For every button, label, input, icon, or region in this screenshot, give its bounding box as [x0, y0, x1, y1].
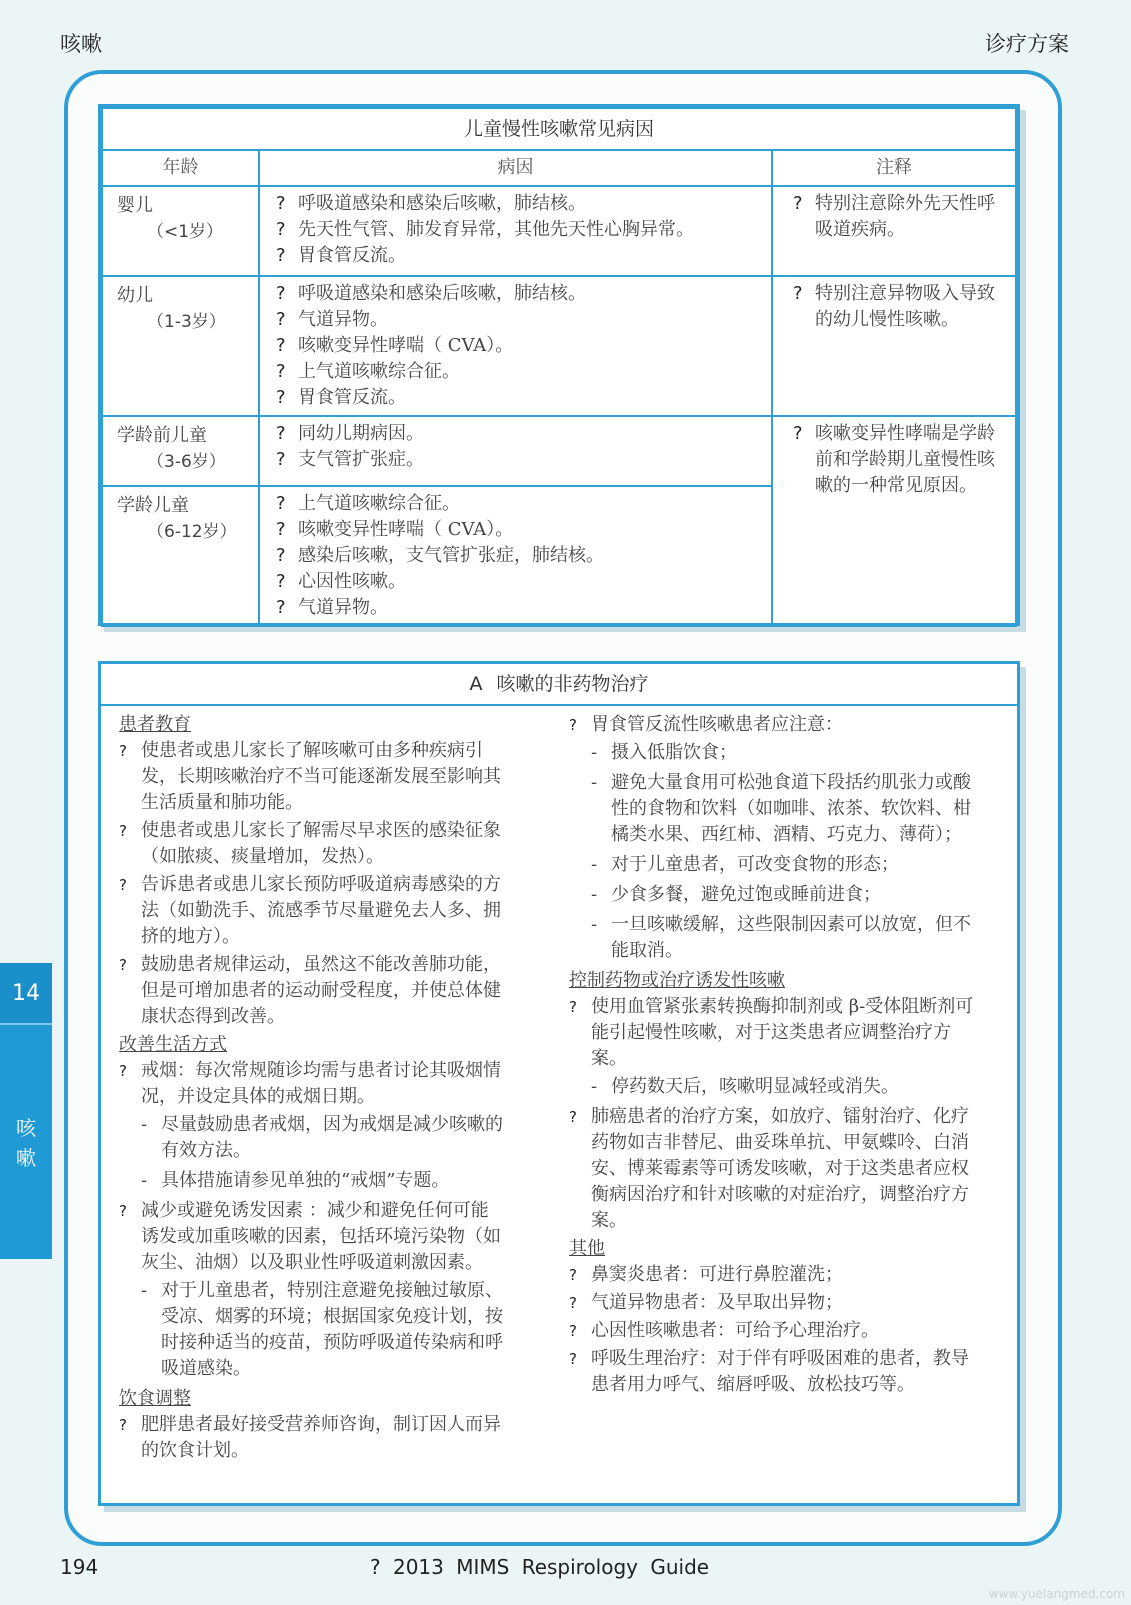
watermark: www.yuelangmed.com: [988, 1587, 1125, 1601]
header-document-title: 诊疗方案: [985, 32, 1069, 56]
table-row: [102, 186, 1016, 276]
section-title: 控制药物或治疗诱发性咳嗽: [569, 970, 785, 991]
column-header-note: 注释: [772, 150, 1016, 186]
table-row: [102, 416, 1016, 486]
age-cell: 婴儿 （<1岁）: [102, 186, 259, 276]
sub-list-item: - 具体措施请参见单独的“戒烟”专题。: [141, 1170, 450, 1191]
sub-list-item: - 一旦咳嗽缓解，这些限制因素可以放宽，但不能取消。: [591, 914, 971, 961]
list-item: ? 呼吸生理治疗：对于伴有呼吸困难的患者，教导患者用力呼气、缩唇呼吸、放松技巧等。: [569, 1348, 969, 1395]
non-drug-treatment-box: [98, 661, 1020, 1506]
note-cell: ? 特别注意异物吸入导致的幼儿慢性咳嗽。: [772, 276, 1016, 416]
sub-list-item: - 尽量鼓励患者戒烟，因为戒烟是减少咳嗽的有效方法。: [141, 1114, 503, 1161]
sub-list-item: - 少食多餐，避免过饱或睡前进食；: [591, 884, 881, 905]
section-title: 其他: [569, 1238, 605, 1259]
list-item: ? 心因性咳嗽患者：可给予心理治疗。: [569, 1320, 879, 1341]
age-cell: 幼儿 （1-3岁）: [102, 276, 259, 416]
age-cell: 学龄儿童 （6-12岁）: [102, 486, 259, 626]
sub-list-item: - 摄入低脂饮食；: [591, 742, 737, 763]
note-cell: ? 特别注意除外先天性呼吸道疾病。: [772, 186, 1016, 276]
causes-table: [98, 104, 1020, 626]
list-item: ? 使用血管紧张素转换酶抑制剂或 β-受体阻断剂可能引起慢性咳嗽，对于这类患者应调整治疗方案。: [569, 996, 974, 1069]
footer-copyright: ? 2013 MIMS Respirology Guide: [370, 1555, 710, 1579]
table-row: [102, 276, 1016, 416]
column-header-cause: 病因: [259, 150, 772, 186]
age-cell: 学龄前儿童 （3-6岁）: [102, 416, 259, 486]
section-title: 饮食调整: [119, 1388, 191, 1409]
list-item: ? 使患者或患儿家长了解咳嗽可由多种疾病引发，长期咳嗽治疗不当可能逐渐发展至影响其生活质量和肺功能。: [119, 740, 501, 813]
list-item: ? 减少或避免诱发因素 ：减少和避免任何可能诱发或加重咳嗽的因素，包括环境污染物（如灰尘、油烟）以及职业性呼吸道刺激因素。: [119, 1200, 501, 1273]
list-item: ? 气道异物患者：及早取出异物；: [569, 1292, 843, 1313]
sub-list-item: - 对于儿童患者，可改变食物的形态；: [591, 854, 899, 875]
page-number: 194: [60, 1555, 99, 1579]
causes-cell: ? 上气道咳嗽综合征。 ? 咳嗽变异性哮喘（ CVA）。 ? 感染后咳嗽，支气管扩张症，肺结核。 ? 心因性咳嗽。 ? 气道异物。: [259, 486, 772, 626]
left-column: [119, 712, 504, 1466]
causes-cell: ? 呼吸道感染和感染后咳嗽，肺结核。 ? 气道异物。 ? 咳嗽变异性哮喘（ CVA）。 ? 上气道咳嗽综合征。 ? 胃食管反流。: [259, 276, 772, 416]
right-column: [569, 712, 979, 1400]
section-title: 患者教育: [119, 714, 191, 735]
list-item: ? 鼻窦炎患者：可进行鼻腔灌洗；: [569, 1264, 843, 1285]
note-cell: ? 咳嗽变异性哮喘是学龄前和学龄期儿童慢性咳嗽的一种常见原因。: [772, 416, 1016, 626]
column-header-age: 年龄: [102, 150, 259, 186]
sub-list-item: - 停药数天后，咳嗽明显减轻或消失。: [591, 1076, 899, 1097]
table-title: 儿童慢性咳嗽常见病因: [102, 108, 1016, 150]
section-title: 改善生活方式: [119, 1034, 227, 1055]
list-item: ? 肺癌患者的治疗方案，如放疗、镭射治疗、化疗药物如吉非替尼、曲妥珠单抗、甲氨蝶呤、白消安、博莱霉素等可诱发咳嗽，对于这类患者应权衡病因治疗和针对咳嗽的对症治疗，调整治疗方案。: [569, 1106, 969, 1231]
list-item: ? 胃食管反流性咳嗽患者应注意：: [569, 714, 843, 735]
chapter-side-tab[interactable]: [0, 963, 52, 1259]
chapter-label: 咳 嗽: [16, 1116, 36, 1170]
box-title: A 咳嗽的非药物治疗: [101, 664, 1017, 706]
causes-cell: ? 呼吸道感染和感染后咳嗽，肺结核。 ? 先天性气管、肺发育异常，其他先天性心胸异常。 ? 胃食管反流。: [259, 186, 772, 276]
list-item: ? 鼓励患者规律运动，虽然这不能改善肺功能，但是可增加患者的运动耐受程度，并使总体健康状态得到改善。: [119, 954, 501, 1027]
header-section-title: 咳嗽: [60, 32, 102, 56]
chapter-number: 14: [0, 963, 52, 1025]
list-item: ? 告诉患者或患儿家长预防呼吸道病毒感染的方法（如勤洗手、流感季节尽量避免去人多、拥挤的地方）。: [119, 874, 501, 947]
causes-cell: ? 同幼儿期病因。 ? 支气管扩张症。: [259, 416, 772, 486]
sub-list-item: - 对于儿童患者，特别注意避免接触过敏原、受凉、烟雾的环境；根据国家免疫计划，按时接种适当的疫苗，预防呼吸道传染病和呼吸道感染。: [141, 1280, 503, 1379]
sub-list-item: - 避免大量食用可松弛食道下段括约肌张力或酸性的食物和饮料（如咖啡、浓茶、软饮料、柑橘类水果、西红柿、酒精、巧克力、薄荷）；: [591, 772, 971, 845]
list-item: ? 使患者或患儿家长了解需尽早求医的感染征象（如脓痰、痰量增加，发热）。: [119, 820, 501, 867]
list-item: ? 肥胖患者最好接受营养师咨询，制订因人而异的饮食计划。: [119, 1414, 501, 1461]
list-item: ? 戒烟：每次常规随诊均需与患者讨论其吸烟情况，并设定具体的戒烟日期。: [119, 1060, 501, 1107]
